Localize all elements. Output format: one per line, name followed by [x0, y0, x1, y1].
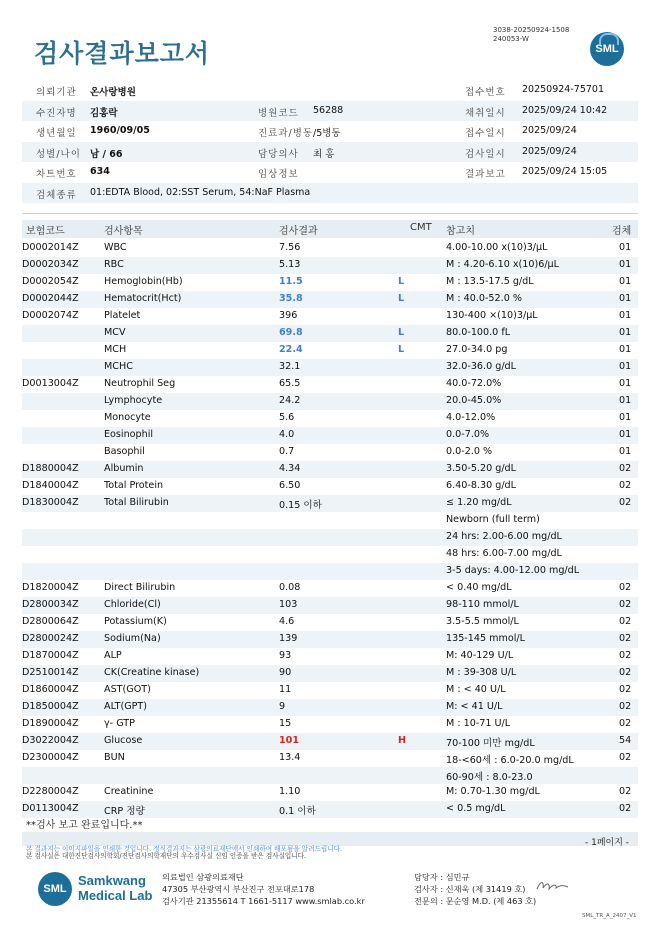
insurance-code: D2300004Z — [22, 752, 79, 763]
test-result: 90 — [279, 667, 292, 678]
insurance-code: D1870004Z — [22, 650, 79, 661]
hosp-code-value: 56288 — [313, 105, 344, 116]
reference-range: 4.00-10.00 x(10)3/μL — [446, 242, 548, 253]
test-name: Lymphocyte — [104, 395, 163, 406]
specimen-code: 02 — [619, 786, 632, 797]
reference-range: 135-145 mmol/L — [446, 633, 525, 644]
table-row — [22, 784, 638, 801]
test-name: Platelet — [104, 310, 141, 321]
reference-range: 4.0-12.0% — [446, 412, 496, 423]
flag-indicator: L — [398, 293, 405, 304]
test-name: MCHC — [104, 361, 133, 372]
test-result: 9 — [279, 701, 286, 712]
document-id — [493, 26, 569, 44]
notice-line: 본 검사실은 대한진단검사의학회/진단검사의학재단의 우수검사실 신임 인증을 받은 검사실입니다. — [26, 852, 307, 860]
sex-age-label: 성별/나이 — [36, 149, 81, 160]
table-row — [22, 342, 638, 359]
specimen-code: 02 — [619, 599, 632, 610]
reference-range: M: 40-129 U/L — [446, 650, 514, 661]
specimen-code: 02 — [619, 616, 632, 627]
test-date-label: 검사일시 — [465, 149, 506, 160]
insurance-code: D0002044Z — [22, 293, 79, 304]
test-result: 396 — [279, 310, 298, 321]
test-result: 103 — [279, 599, 298, 610]
table-row — [22, 699, 638, 716]
table-row — [22, 478, 638, 495]
receipt-date-label: 접수일시 — [465, 128, 506, 139]
footer-logo-text: SML — [43, 883, 67, 895]
specimen-code: 01 — [619, 327, 632, 338]
test-name: Sodium(Na) — [104, 633, 161, 644]
brand-line: Medical Lab — [78, 888, 153, 903]
specimen-code: 01 — [619, 395, 632, 406]
footer-staff: 전문의 : 문순영 M.D. (제 463 호) — [414, 896, 537, 906]
specimen-value: 01:EDTA Blood, 02:SST Serum, 54:NaF Plasma — [90, 187, 311, 198]
reference-range: 3-5 days: 4.00-12.00 mg/dL — [446, 565, 580, 576]
table-row — [22, 546, 638, 563]
specimen-code: 02 — [619, 684, 632, 695]
footer-contact: 검사기관 21355614 T 1661-5117 www.smlab.co.kr — [162, 896, 365, 906]
test-result: 35.8 — [279, 293, 303, 304]
table-row — [22, 682, 638, 699]
test-result: 101 — [279, 735, 300, 746]
insurance-code: D3022004Z — [22, 735, 79, 746]
footer-address: 47305 부산광역시 부산진구 전포대로178 — [162, 884, 315, 894]
test-date-value: 2025/09/24 — [522, 146, 577, 157]
col-result: 검사결과 — [279, 226, 318, 237]
insurance-code: D2800064Z — [22, 616, 79, 627]
results-table-header — [22, 220, 638, 238]
table-row — [22, 495, 638, 512]
table-row — [22, 648, 638, 665]
dob-label: 생년월일 — [36, 128, 77, 139]
table-row — [22, 376, 638, 393]
header-row-2 — [22, 101, 638, 121]
specimen-code: 02 — [619, 633, 632, 644]
sml-logo — [590, 32, 624, 66]
table-row — [22, 716, 638, 733]
test-result: 0.08 — [279, 582, 301, 593]
specimen-code: 54 — [619, 735, 632, 746]
test-result: 4.0 — [279, 429, 295, 440]
table-row — [22, 750, 638, 767]
test-name: RBC — [104, 259, 124, 270]
test-name: Glucose — [104, 735, 143, 746]
table-row — [22, 410, 638, 427]
table-row — [22, 665, 638, 682]
specimen-code: 01 — [619, 412, 632, 423]
table-row — [22, 631, 638, 648]
test-name: ALT(GPT) — [104, 701, 148, 712]
test-result: 1.10 — [279, 786, 301, 797]
receipt-no-value: 20250924-75701 — [522, 84, 605, 95]
reference-range: M : 40.0-52.0 % — [446, 293, 522, 304]
reference-range: M : < 40 U/L — [446, 684, 506, 695]
chart-value: 634 — [90, 166, 110, 177]
test-result: 69.8 — [279, 327, 303, 338]
table-row — [22, 393, 638, 410]
test-name: Hemoglobin(Hb) — [104, 276, 183, 287]
document-id-line: 3038-20250924-1508 — [493, 26, 570, 34]
reference-range: 0.0-2.0 % — [446, 446, 493, 457]
specimen-code: 02 — [619, 480, 632, 491]
insurance-code: D0002074Z — [22, 310, 79, 321]
table-row — [22, 257, 638, 274]
footer-staff: 검사자 : 신재욱 (제 31419 호) — [414, 884, 526, 894]
specimen-code: 01 — [619, 276, 632, 287]
reference-range: M: 0.70-1.30 mg/dL — [446, 786, 540, 797]
report-title: 검사결과보고서 — [34, 39, 211, 68]
specimen-code: 02 — [619, 650, 632, 661]
test-result: 4.34 — [279, 463, 301, 474]
table-row — [22, 359, 638, 376]
report-label: 결과보고 — [465, 169, 506, 180]
flag-indicator: L — [398, 276, 405, 287]
test-result: 65.5 — [279, 378, 301, 389]
reference-range: 3.50-5.20 g/dL — [446, 463, 516, 474]
table-row — [22, 274, 638, 291]
test-name: CK(Creatine kinase) — [104, 667, 200, 678]
table-row — [22, 563, 638, 580]
dept-label: 진료과/병동 — [258, 128, 314, 139]
test-name: WBC — [104, 242, 127, 253]
reference-range: 3.5-5.5 mmol/L — [446, 616, 519, 627]
insurance-code: D0002014Z — [22, 242, 79, 253]
reference-range: 27.0-34.0 pg — [446, 344, 508, 355]
test-result: 6.50 — [279, 480, 301, 491]
flag-indicator: H — [398, 735, 407, 746]
test-result: 0.15 이하 — [279, 500, 322, 511]
insurance-code: D1880004Z — [22, 463, 79, 474]
table-row — [22, 427, 638, 444]
reference-range: M : 10-71 U/L — [446, 718, 511, 729]
test-result: 0.7 — [279, 446, 295, 457]
table-row — [22, 291, 638, 308]
test-result: 32.1 — [279, 361, 301, 372]
insurance-code: D0002054Z — [22, 276, 79, 287]
test-result: 11 — [279, 684, 292, 695]
hospital-value: 온사랑병원 — [90, 87, 136, 98]
flag-indicator: L — [398, 327, 405, 338]
hosp-code-label: 병원코드 — [258, 108, 299, 119]
reference-range: M: < 41 U/L — [446, 701, 503, 712]
insurance-code: D2280004Z — [22, 786, 79, 797]
test-name: CRP 정량 — [104, 806, 145, 817]
patient-value: 김홍락 — [90, 108, 118, 119]
insurance-code: D1850004Z — [22, 701, 79, 712]
specimen-label: 검체종류 — [36, 190, 77, 201]
table-row — [22, 308, 638, 325]
test-name: Chloride(Cl) — [104, 599, 161, 610]
collect-value: 2025/09/24 10:42 — [522, 105, 608, 116]
table-row — [22, 767, 638, 784]
clinical-label: 임상정보 — [258, 169, 299, 180]
table-row — [22, 325, 638, 342]
logo-text: SML — [595, 43, 619, 55]
collect-label: 채취일시 — [465, 108, 506, 119]
test-name: Monocyte — [104, 412, 151, 423]
chart-label: 차트번호 — [36, 169, 77, 180]
divider — [22, 213, 638, 214]
test-result: 93 — [279, 650, 292, 661]
test-result: 5.6 — [279, 412, 295, 423]
specimen-code: 01 — [619, 378, 632, 389]
reference-range: 18-<60세 : 6.0-20.0 mg/dL — [446, 755, 574, 766]
reference-range: 98-110 mmol/L — [446, 599, 519, 610]
flag-indicator: L — [398, 344, 405, 355]
test-name: γ- GTP — [104, 718, 135, 729]
reference-range: 48 hrs: 6.00-7.00 mg/dL — [446, 548, 562, 559]
test-result: 7.56 — [279, 242, 301, 253]
specimen-code: 02 — [619, 667, 632, 678]
reference-range: < 0.5 mg/dL — [446, 803, 506, 814]
reference-range: 6.40-8.30 g/dL — [446, 480, 516, 491]
receipt-no-label: 접수번호 — [465, 87, 506, 98]
col-ref: 참고치 — [446, 226, 475, 237]
specimen-code: 02 — [619, 701, 632, 712]
table-row — [22, 529, 638, 546]
insurance-code: D1830004Z — [22, 497, 79, 508]
test-result: 13.4 — [279, 752, 301, 763]
test-name: Hematocrit(Hct) — [104, 293, 182, 304]
receipt-date-value: 2025/09/24 — [522, 125, 577, 136]
insurance-code: D0013004Z — [22, 378, 79, 389]
table-row — [22, 580, 638, 597]
footer-staff: 담당자 : 심민규 — [414, 872, 470, 882]
insurance-code: D1820004Z — [22, 582, 79, 593]
brand-line: Samkwang — [78, 873, 146, 888]
specimen-code: 01 — [619, 242, 632, 253]
table-row — [22, 597, 638, 614]
test-name: BUN — [104, 752, 125, 763]
test-result: 4.6 — [279, 616, 295, 627]
header-row-5 — [22, 162, 638, 182]
table-row — [22, 240, 638, 257]
footer-logo — [38, 872, 72, 906]
reference-range: M : 39-308 U/L — [446, 667, 517, 678]
test-name: MCH — [104, 344, 127, 355]
test-result: 11.5 — [279, 276, 303, 287]
test-name: Eosinophil — [104, 429, 154, 440]
document-id-line: 240053-W — [493, 35, 529, 43]
test-name: Albumin — [104, 463, 144, 474]
reference-range: 24 hrs: 2.00-6.00 mg/dL — [446, 531, 562, 542]
insurance-code: D0113004Z — [22, 803, 79, 814]
reference-range: M : 4.20-6.10 x(10)6/μL — [446, 259, 559, 270]
table-row — [22, 614, 638, 631]
test-name: Direct Bilirubin — [104, 582, 176, 593]
reference-range: Newborn (full term) — [446, 514, 540, 525]
specimen-code: 02 — [619, 497, 632, 508]
reference-range: 60-90세 : 8.0-23.0 — [446, 772, 533, 783]
reference-range: M : 13.5-17.5 g/dL — [446, 276, 534, 287]
col-specimen: 검체 — [612, 226, 632, 237]
reference-range: 70-100 미만 mg/dL — [446, 738, 535, 749]
specimen-code: 02 — [619, 582, 632, 593]
test-result: 15 — [279, 718, 292, 729]
insurance-code: D0002034Z — [22, 259, 79, 270]
insurance-code: D1860004Z — [22, 684, 79, 695]
notice-line: 본 결과지는 이미지파일을 인쇄한 것입니다. 정식결과지는 삼광의료재단에서 인쇄하여 배포됨을 알려드립니다. — [26, 845, 343, 853]
doctor-label: 담당의사 — [258, 149, 299, 160]
test-result: 5.13 — [279, 259, 301, 270]
insurance-code: D2800024Z — [22, 633, 79, 644]
specimen-code: 02 — [619, 718, 632, 729]
test-name: Basophil — [104, 446, 145, 457]
col-cmt: CMT — [410, 222, 432, 233]
col-name: 검사항목 — [104, 226, 143, 237]
specimen-code: 01 — [619, 429, 632, 440]
reference-range: 0.0-7.0% — [446, 429, 490, 440]
specimen-code: 01 — [619, 344, 632, 355]
reference-range: 80.0-100.0 fL — [446, 327, 511, 338]
table-row — [22, 512, 638, 529]
specimen-code: 01 — [619, 259, 632, 270]
patient-label: 수진자명 — [36, 108, 77, 119]
test-result: 22.4 — [279, 344, 303, 355]
insurance-code: D1840004Z — [22, 480, 79, 491]
insurance-code: D2510014Z — [22, 667, 79, 678]
table-row — [22, 461, 638, 478]
insurance-code: D2800034Z — [22, 599, 79, 610]
test-result: 0.1 이하 — [279, 806, 316, 817]
page-number: - 1페이지 - — [585, 838, 630, 848]
sex-age-value: 남 / 66 — [90, 149, 123, 160]
test-name: Total Protein — [104, 480, 164, 491]
specimen-code: 02 — [619, 752, 632, 763]
test-name: AST(GOT) — [104, 684, 151, 695]
hospital-label: 의뢰기관 — [36, 87, 77, 98]
test-name: ALP — [104, 650, 122, 661]
specimen-code: 02 — [619, 463, 632, 474]
test-name: Potassium(K) — [104, 616, 167, 627]
specimen-code: 01 — [619, 446, 632, 457]
table-row — [22, 733, 638, 750]
header-row-4 — [22, 142, 638, 162]
specimen-code: 01 — [619, 293, 632, 304]
header-row-1 — [22, 80, 638, 100]
dept-value: /5병동 — [313, 128, 341, 139]
reference-range: 130-400 ×(10)3/μL — [446, 310, 538, 321]
specimen-code: 01 — [619, 310, 632, 321]
doctor-value: 최 홍 — [313, 149, 335, 160]
col-code: 보험코드 — [26, 226, 65, 237]
reference-range: 20.0-45.0% — [446, 395, 502, 406]
specimen-code: 02 — [619, 803, 632, 814]
reference-range: < 0.40 mg/dL — [446, 582, 512, 593]
footer-org: 의료법인 삼광의료재단 — [162, 872, 244, 882]
test-name: Total Bilirubin — [104, 497, 169, 508]
dob-value: 1960/09/05 — [90, 125, 150, 136]
report-complete-text: **검사 보고 완료입니다.** — [26, 820, 143, 831]
test-result: 139 — [279, 633, 298, 644]
report-value: 2025/09/24 15:05 — [522, 166, 608, 177]
test-name: MCV — [104, 327, 126, 338]
test-name: Creatinine — [104, 786, 154, 797]
header-row-3 — [22, 121, 638, 141]
reference-range: ≤ 1.20 mg/dL — [446, 497, 512, 508]
specimen-code: 01 — [619, 361, 632, 372]
signature-image — [535, 878, 571, 894]
test-name: Neutrophil Seg — [104, 378, 176, 389]
reference-range: 32.0-36.0 g/dL — [446, 361, 516, 372]
form-code: SML_TR_A_2407_V1 — [582, 913, 637, 919]
reference-range: 40.0-72.0% — [446, 378, 502, 389]
footer-brand — [78, 873, 152, 903]
table-row — [22, 444, 638, 461]
test-result: 24.2 — [279, 395, 301, 406]
header-row-6 — [22, 183, 638, 203]
insurance-code: D1890004Z — [22, 718, 79, 729]
